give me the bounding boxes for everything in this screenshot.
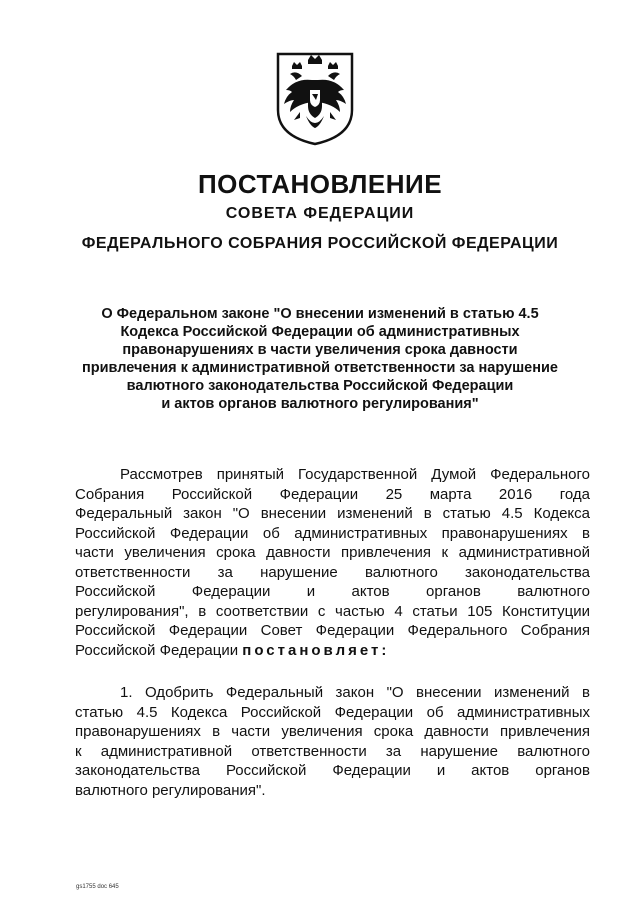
document-subject (60, 305, 580, 413)
paragraph-line: части увеличения срока давности привлечения к административной (75, 544, 590, 561)
paragraph-line: регулирования", в соответствии с частью 4 статьи 105 Конституции (75, 602, 590, 620)
subject-line: привлечения к административной ответственности за нарушение (82, 360, 558, 376)
issuing-body-line1: СОВЕТА ФЕДЕРАЦИИ (225, 205, 415, 222)
preamble-paragraph (75, 465, 590, 660)
subject-line: правонарушениях в части увеличения срока давности (122, 342, 518, 358)
paragraph-line: Российской Федерации и актов органов валютного (75, 583, 590, 600)
paragraph-line: ответственности за нарушение валютного законодательства (75, 563, 590, 581)
paragraph-line: Собрания Российской Федерации 25 марта 2016 года (75, 485, 590, 503)
paragraph-line: Российской Федерации об административных правонарушениях в (75, 524, 590, 542)
paragraph-line: Российской Федерации Совет Федерации Федерального Собрания (75, 622, 590, 639)
issuing-body-line2: ФЕДЕРАЛЬНОГО СОБРАНИЯ РОССИЙСКОЙ ФЕДЕРАЦИИ (81, 235, 559, 252)
document-title: ПОСТАНОВЛЕНИЕ (197, 169, 443, 199)
paragraph-line: к административной ответственности за нарушение валютного (75, 742, 590, 760)
resolution-keyword: постановляет: (242, 641, 390, 659)
paragraph-line: 1. Одобрить Федеральный закон "О внесении изменений в (120, 684, 590, 701)
paragraph-line: законодательства Российской Федерации и актов органов (75, 762, 590, 779)
subject-line: Кодекса Российской Федерации об административных (120, 324, 520, 340)
paragraph-line: статью 4.5 Кодекса Российской Федерации об административных (75, 703, 590, 721)
paragraph-line: Федеральный закон "О внесении изменений в статью 4.5 Кодекса (75, 505, 590, 522)
paragraph-line: правонарушениях в части увеличения срока давности привлечения (75, 723, 590, 740)
paragraph-line: Рассмотрев принятый Государственной Думой Федерального (120, 466, 590, 483)
subject-line: валютного законодательства Российской Федерации (126, 378, 514, 394)
paragraph-line-prefix: Российской Федерации (75, 641, 243, 659)
paragraph-last-line (75, 641, 590, 661)
paragraph-line: валютного регулирования". (75, 781, 266, 799)
subject-line: и актов органов валютного регулирования" (161, 396, 479, 412)
document-code: gs1755 doc 645 (76, 884, 119, 890)
subject-line: О Федеральном законе "О внесении изменений в статью 4.5 (101, 306, 539, 322)
coat-of-arms-emblem-icon (272, 50, 358, 146)
resolution-item-1 (75, 683, 590, 800)
